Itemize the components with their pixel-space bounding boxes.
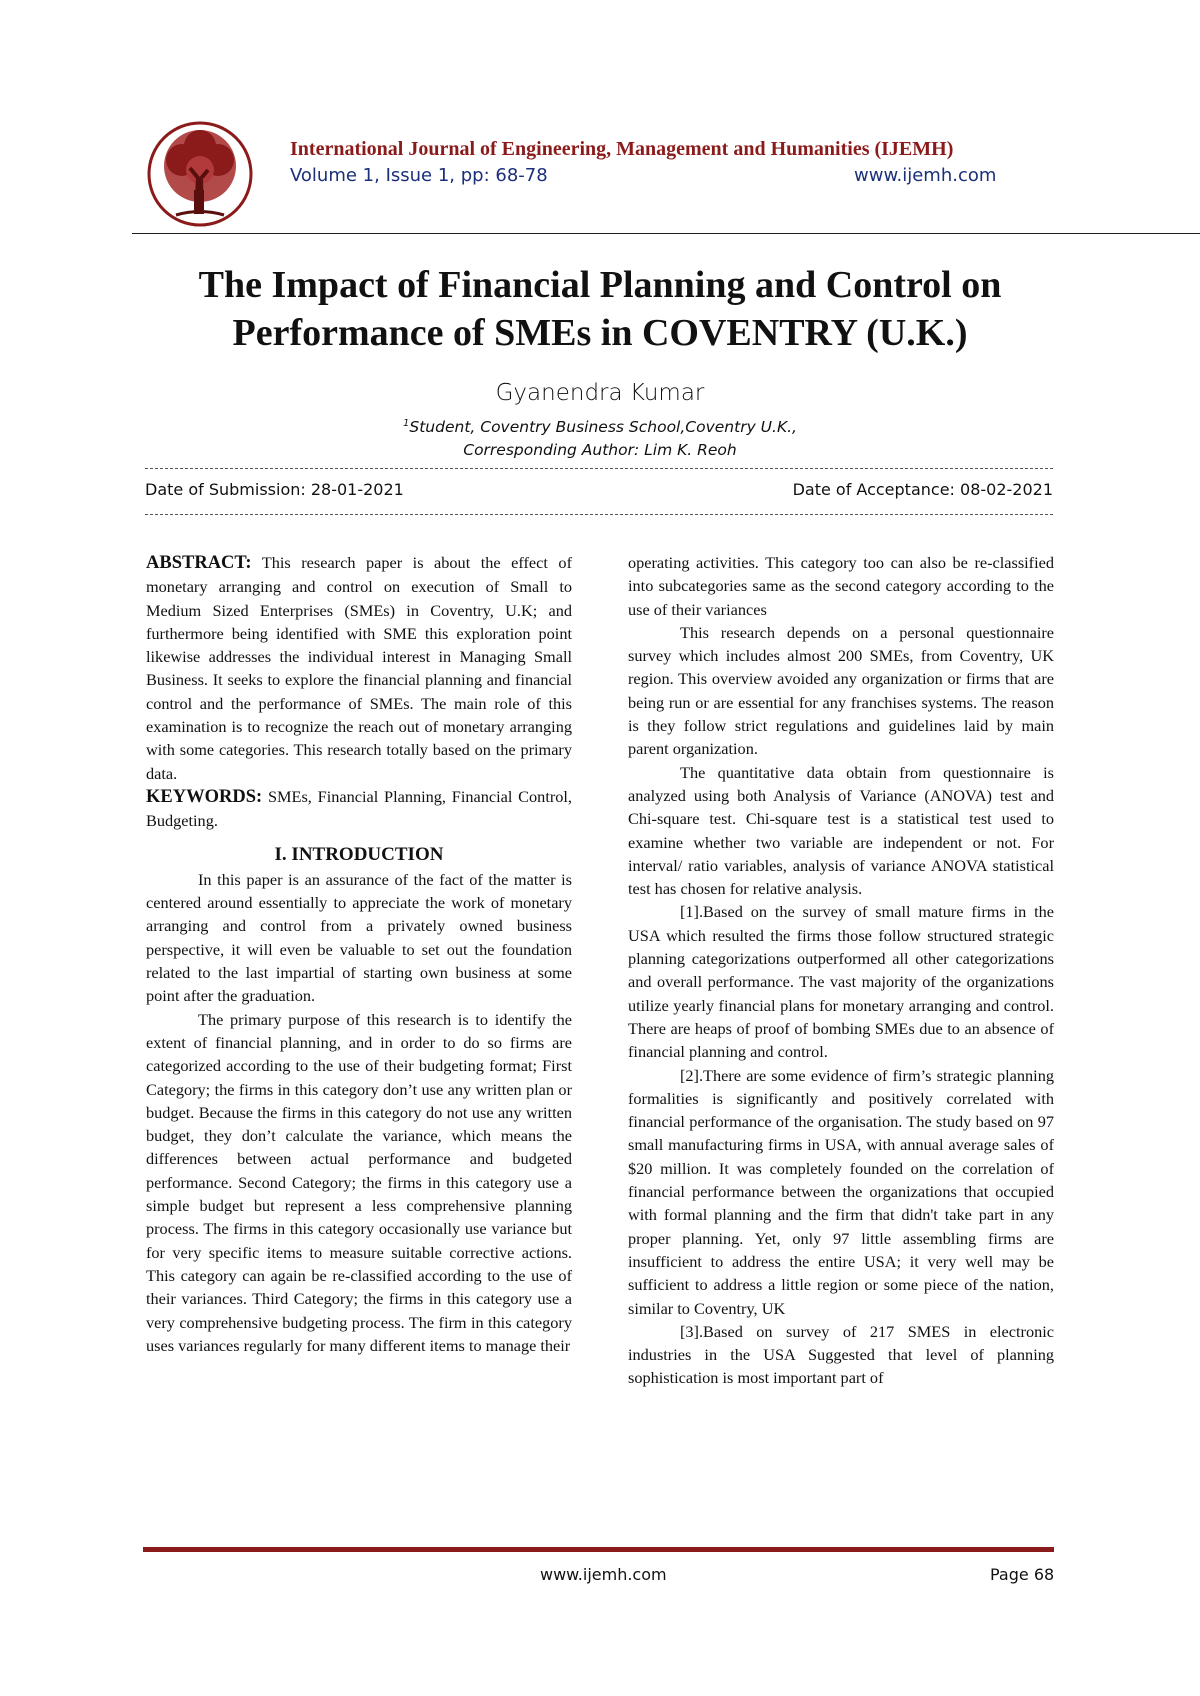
left-column [146, 551, 572, 1357]
affiliation-mark: 1 [403, 418, 410, 429]
affiliation-text: Student, Coventry Business School,Coventry U.K., [409, 418, 797, 437]
right-paragraph-2: This research depends on a personal questionnaire survey which includes almost 200 SMEs, from Coventry, UK region. This overview avoided any organization or firms that are being run or are essential for any franchises systems. The reason is they follow strict regulations and guidelines laid by main parent organization. [628, 622, 1054, 759]
intro-paragraph-1: In this paper is an assurance of the fact of the matter is centered around essentially to appreciate the work of monetary arranging and control from a privately owned business perspective, it will even be valuable to set out the foundation related to the last impartial of starting own business at some point after the graduation. [146, 869, 572, 1006]
tree-seal-icon [146, 120, 254, 228]
right-paragraph-5: [2].There are some evidence of firm’s strategic planning formalities is significantly and positively correlated with financial performance of the organisation. The study based on 97 small manufacturing firms in USA, with annual average sales of $20 million. It was completely founded on the correlation of financial performance between the organizations that occupied with formal planning and the firm that didn't take part in any proper planning. Yet, only 97 little assembling firms are insufficient to address the entire USA; it very well may be sufficient to address a little region or some piece of the nation, similar to Coventry, UK [628, 1065, 1054, 1318]
right-column [628, 551, 1054, 1390]
divider-top [145, 468, 1053, 469]
paper-title [140, 262, 1060, 357]
volume-info: Volume 1, Issue 1, pp: 68-78 [290, 165, 548, 186]
footer-bar [143, 1547, 1054, 1552]
abstract-label: ABSTRACT: [146, 553, 252, 573]
journal-website[interactable]: www.ijemh.com [854, 165, 997, 186]
intro-paragraph-2: The primary purpose of this research is to identify the extent of financial planning, and in order to do so firms are categorized according to the use of their budgeting format; First Category; the firms in this category don’t use any written plan or budget. Because the firms in this category do not use any written budget, they don’t calculate the variance, which means the differences between actual performance and budgeted performance. Second Category; the firms in this category use a simple budget but represent a less comprehensive planning process. The firms in this category occasionally use variance but for very specific items to measure suitable corrective actions. This category can again be re-classified according to the use of their variances. Third Category; the firms in this category use a very comprehensive budgeting process. The firm in this category uses variances regularly for many different items to manage their [146, 1009, 572, 1355]
author-affiliation [140, 412, 1060, 462]
dates-row [145, 480, 1053, 504]
abstract-text: This research paper is about the effect of monetary arranging and control on execution of Small to Medium Sized Enterprises (SMEs) in Coventry, U.K; and furthermore being identified with SME this exploration point likewise addresses the individual interest in Managing Small Business. It seeks to explore the financial planning and financial control and the performance of SMEs. The main role of this examination is to recognize the reach out of monetary arranging with some categories. This research totally based on the primary data. [146, 553, 572, 783]
right-paragraph-6: [3].Based on survey of 217 SMES in electronic industries in the USA Suggested that level of planning sophistication is most important part of [628, 1321, 1054, 1388]
abstract [146, 551, 572, 785]
right-paragraph-3: The quantitative data obtain from questionnaire is analyzed using both Analysis of Variance (ANOVA) test and Chi-square test. Chi-square test is a statistical test used to examine whether two variable are independent or not. For interval/ ratio variables, analysis of variance ANOVA statistical test has chosen for relative analysis. [628, 762, 1054, 899]
section-heading-introduction: I. INTRODUCTION [274, 843, 444, 865]
corresponding-author: Corresponding Author: Lim K. Reoh [463, 441, 737, 460]
divider-bottom [145, 514, 1053, 515]
date-submission: Date of Submission: 28-01-2021 [145, 480, 404, 499]
header-rule [132, 233, 1200, 234]
keywords-text: SMEs, Financial Planning, Financial Control, Budgeting. [146, 786, 572, 831]
page-number: Page 68 [990, 1565, 1055, 1584]
author-name: Gyanendra Kumar [495, 380, 705, 406]
keywords-label: KEYWORDS: [146, 786, 263, 807]
title-line-1: The Impact of Financial Planning and Control on [198, 264, 1002, 306]
right-paragraph-4: [1].Based on the survey of small mature firms in the USA which resulted the firms those follow structured strategic planning categorizations outperformed all other categorizations and overall performance. The vast majority of the organizations utilize yearly financial plans for monetary arranging and control. There are heaps of proof of bombing SMEs due to an absence of financial planning and control. [628, 902, 1054, 1062]
keywords [146, 785, 572, 833]
right-paragraph-1: operating activities. This category too can also be re-classified into subcategories same as the second category according to the use of their variances [628, 553, 1054, 619]
journal-header [140, 120, 1080, 230]
date-acceptance: Date of Acceptance: 08-02-2021 [792, 480, 1053, 499]
footer-website[interactable]: www.ijemh.com [540, 1565, 667, 1584]
title-line-2: Performance of SMEs in COVENTRY (U.K.) [232, 311, 968, 354]
journal-name: International Journal of Engineering, Management and Humanities (IJEMH) [290, 138, 954, 160]
